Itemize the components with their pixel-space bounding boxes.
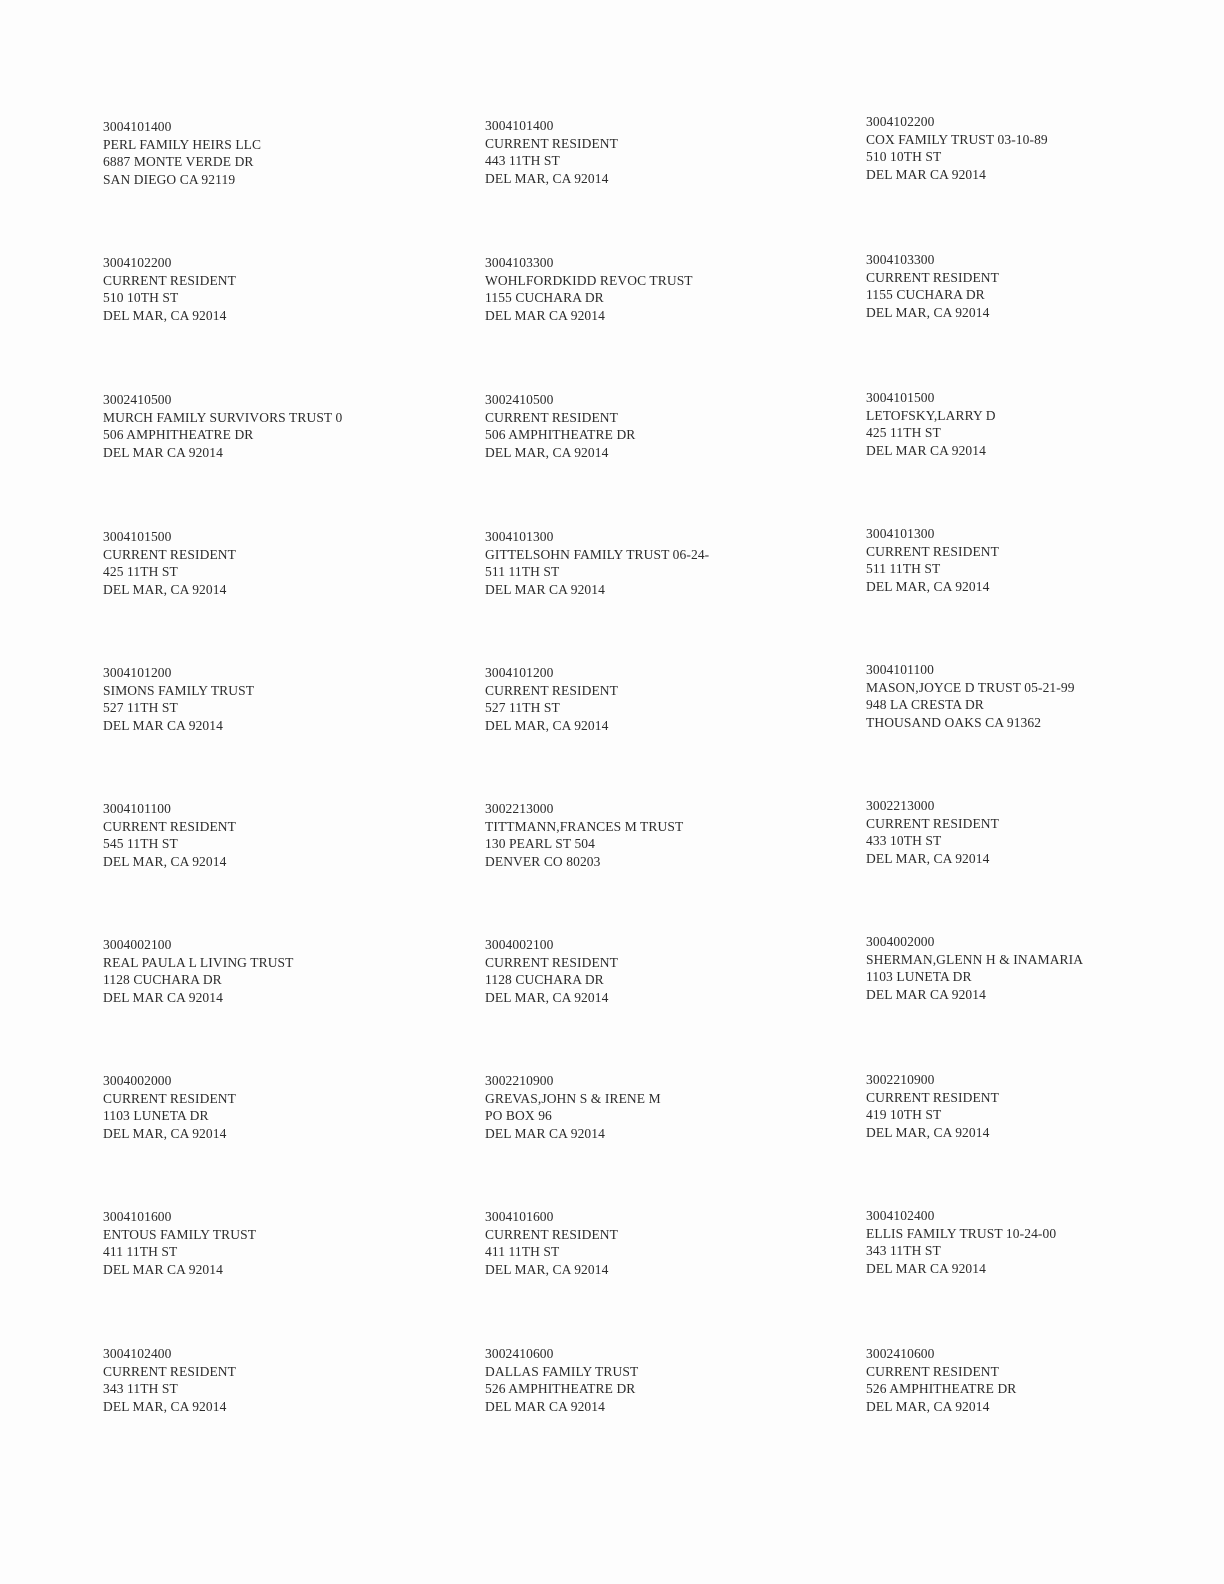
parcel-number: 3004101500: [103, 529, 172, 544]
address-label: [866, 1207, 1196, 1277]
owner-name: LETOFSKY,LARRY D: [866, 407, 996, 423]
owner-name: CURRENT RESIDENT: [866, 815, 999, 831]
parcel-number: 3004101400: [103, 119, 172, 134]
address-label: [103, 118, 433, 188]
address-label: [866, 389, 1196, 459]
owner-name: CURRENT RESIDENT: [485, 135, 618, 151]
city-state-zip: DEL MAR, CA 92014: [485, 170, 609, 186]
street-address: 511 11TH ST: [866, 561, 941, 576]
street-address: 425 11TH ST: [866, 425, 941, 440]
parcel-number: 3002410500: [485, 392, 554, 407]
address-label: [485, 117, 815, 187]
address-label: [866, 661, 1196, 731]
city-state-zip: DEL MAR CA 92014: [866, 986, 986, 1002]
parcel-number: 3004102200: [866, 114, 935, 129]
address-label: [103, 254, 433, 324]
city-state-zip: DEL MAR CA 92014: [103, 1261, 223, 1277]
city-state-zip: DEL MAR CA 92014: [866, 1260, 986, 1276]
address-label: [485, 1208, 815, 1278]
parcel-number: 3004101300: [485, 529, 554, 544]
address-label: [485, 254, 815, 324]
street-address: 1103 LUNETA DR: [866, 969, 972, 984]
address-label: [485, 800, 815, 870]
street-address: 1128 CUCHARA DR: [485, 972, 604, 987]
street-address: 343 11TH ST: [103, 1381, 178, 1396]
parcel-number: 3004101200: [103, 665, 172, 680]
owner-name: CURRENT RESIDENT: [866, 269, 999, 285]
street-address: 511 11TH ST: [485, 564, 560, 579]
parcel-number: 3004101100: [103, 801, 171, 816]
owner-name: CURRENT RESIDENT: [866, 1089, 999, 1105]
address-label: [103, 1072, 433, 1142]
city-state-zip: DEL MAR CA 92014: [485, 581, 605, 597]
address-label: [485, 1345, 815, 1415]
city-state-zip: DEL MAR, CA 92014: [866, 1124, 990, 1140]
city-state-zip: DEL MAR, CA 92014: [103, 853, 227, 869]
parcel-number: 3004102200: [103, 255, 172, 270]
parcel-number: 3004101100: [866, 662, 934, 677]
city-state-zip: DEL MAR, CA 92014: [103, 581, 227, 597]
street-address: 510 10TH ST: [866, 149, 942, 164]
city-state-zip: DEL MAR CA 92014: [103, 989, 223, 1005]
street-address: 527 11TH ST: [103, 700, 178, 715]
owner-name: WOHLFORDKIDD REVOC TRUST: [485, 272, 693, 288]
owner-name: PERL FAMILY HEIRS LLC: [103, 136, 262, 152]
parcel-number: 3004101300: [866, 526, 935, 541]
owner-name: SHERMAN,GLENN H & INAMARIA: [866, 951, 1084, 967]
city-state-zip: SAN DIEGO CA 92119: [103, 171, 236, 187]
parcel-number: 3004002100: [103, 937, 172, 952]
owner-name: CURRENT RESIDENT: [866, 1363, 999, 1379]
street-address: 526 AMPHITHEATRE DR: [485, 1381, 636, 1396]
address-label: [103, 528, 433, 598]
parcel-number: 3002213000: [485, 801, 554, 816]
address-label: [103, 1208, 433, 1278]
owner-name: COX FAMILY TRUST 03-10-89: [866, 131, 1048, 147]
owner-name: CURRENT RESIDENT: [485, 682, 618, 698]
parcel-number: 3004101200: [485, 665, 554, 680]
parcel-number: 3004002100: [485, 937, 554, 952]
address-label: [485, 1072, 815, 1142]
parcel-number: 3002213000: [866, 798, 935, 813]
address-label: [103, 391, 433, 461]
owner-name: DALLAS FAMILY TRUST: [485, 1363, 639, 1379]
address-label: [866, 797, 1196, 867]
street-address: 506 AMPHITHEATRE DR: [103, 427, 254, 442]
city-state-zip: DEL MAR, CA 92014: [866, 1398, 990, 1414]
address-label: [866, 113, 1196, 183]
owner-name: CURRENT RESIDENT: [485, 1226, 618, 1242]
street-address: 1103 LUNETA DR: [103, 1108, 209, 1123]
owner-name: CURRENT RESIDENT: [103, 1090, 236, 1106]
street-address: 1155 CUCHARA DR: [866, 287, 985, 302]
city-state-zip: DEL MAR CA 92014: [485, 1125, 605, 1141]
city-state-zip: DEL MAR, CA 92014: [485, 1261, 609, 1277]
street-address: 526 AMPHITHEATRE DR: [866, 1381, 1017, 1396]
street-address: 948 LA CRESTA DR: [866, 697, 984, 712]
owner-name: CURRENT RESIDENT: [103, 818, 236, 834]
parcel-number: 3004102400: [866, 1208, 935, 1223]
city-state-zip: DEL MAR CA 92014: [485, 1398, 605, 1414]
parcel-number: 3002210900: [485, 1073, 554, 1088]
owner-name: CURRENT RESIDENT: [866, 543, 999, 559]
street-address: PO BOX 96: [485, 1108, 552, 1123]
street-address: 443 11TH ST: [485, 153, 560, 168]
address-label: [103, 936, 433, 1006]
city-state-zip: DEL MAR CA 92014: [866, 166, 986, 182]
parcel-number: 3004002000: [866, 934, 935, 949]
parcel-number: 3002210900: [866, 1072, 935, 1087]
city-state-zip: DENVER CO 80203: [485, 853, 601, 869]
address-label: [485, 664, 815, 734]
address-label: [866, 251, 1196, 321]
owner-name: CURRENT RESIDENT: [485, 409, 618, 425]
city-state-zip: DEL MAR, CA 92014: [485, 989, 609, 1005]
owner-name: ELLIS FAMILY TRUST 10-24-00: [866, 1225, 1057, 1241]
address-label: [485, 528, 815, 598]
street-address: 510 10TH ST: [103, 290, 179, 305]
parcel-number: 3002410500: [103, 392, 172, 407]
city-state-zip: DEL MAR CA 92014: [103, 444, 223, 460]
owner-name: CURRENT RESIDENT: [103, 1363, 236, 1379]
street-address: 506 AMPHITHEATRE DR: [485, 427, 636, 442]
owner-name: CURRENT RESIDENT: [103, 546, 236, 562]
address-label: [866, 933, 1196, 1003]
address-label: [866, 1345, 1196, 1415]
address-label: [866, 1071, 1196, 1141]
street-address: 1155 CUCHARA DR: [485, 290, 604, 305]
city-state-zip: DEL MAR, CA 92014: [866, 304, 990, 320]
owner-name: MASON,JOYCE D TRUST 05-21-99: [866, 679, 1075, 695]
parcel-number: 3004101600: [103, 1209, 172, 1224]
street-address: 425 11TH ST: [103, 564, 178, 579]
parcel-number: 3004101400: [485, 118, 554, 133]
city-state-zip: DEL MAR, CA 92014: [866, 578, 990, 594]
owner-name: SIMONS FAMILY TRUST: [103, 682, 255, 698]
address-label: [103, 664, 433, 734]
parcel-number: 3004002000: [103, 1073, 172, 1088]
street-address: 411 11TH ST: [485, 1244, 560, 1259]
address-label: [485, 936, 815, 1006]
city-state-zip: DEL MAR CA 92014: [103, 717, 223, 733]
street-address: 1128 CUCHARA DR: [103, 972, 222, 987]
parcel-number: 3004101600: [485, 1209, 554, 1224]
city-state-zip: DEL MAR CA 92014: [485, 307, 605, 323]
address-label: [485, 391, 815, 461]
owner-name: GREVAS,JOHN S & IRENE M: [485, 1090, 661, 1106]
owner-name: ENTOUS FAMILY TRUST: [103, 1226, 257, 1242]
address-label: [103, 1345, 433, 1415]
address-label: [866, 525, 1196, 595]
parcel-number: 3002410600: [866, 1346, 935, 1361]
street-address: 433 10TH ST: [866, 833, 942, 848]
owner-name: TITTMANN,FRANCES M TRUST: [485, 818, 684, 834]
city-state-zip: DEL MAR, CA 92014: [485, 444, 609, 460]
owner-name: CURRENT RESIDENT: [103, 272, 236, 288]
owner-name: GITTELSOHN FAMILY TRUST 06-24-: [485, 546, 710, 562]
city-state-zip: DEL MAR, CA 92014: [485, 717, 609, 733]
city-state-zip: DEL MAR, CA 92014: [866, 850, 990, 866]
city-state-zip: DEL MAR CA 92014: [866, 442, 986, 458]
street-address: 343 11TH ST: [866, 1243, 941, 1258]
street-address: 419 10TH ST: [866, 1107, 942, 1122]
city-state-zip: DEL MAR, CA 92014: [103, 1125, 227, 1141]
city-state-zip: THOUSAND OAKS CA 91362: [866, 714, 1042, 730]
owner-name: REAL PAULA L LIVING TRUST: [103, 954, 294, 970]
owner-name: MURCH FAMILY SURVIVORS TRUST 0: [103, 409, 343, 425]
street-address: 6887 MONTE VERDE DR: [103, 154, 254, 169]
address-label: [103, 800, 433, 870]
parcel-number: 3004103300: [485, 255, 554, 270]
city-state-zip: DEL MAR, CA 92014: [103, 307, 227, 323]
parcel-number: 3004103300: [866, 252, 935, 267]
street-address: 545 11TH ST: [103, 836, 178, 851]
street-address: 130 PEARL ST 504: [485, 836, 595, 851]
street-address: 411 11TH ST: [103, 1244, 178, 1259]
street-address: 527 11TH ST: [485, 700, 560, 715]
parcel-number: 3002410600: [485, 1346, 554, 1361]
city-state-zip: DEL MAR, CA 92014: [103, 1398, 227, 1414]
owner-name: CURRENT RESIDENT: [485, 954, 618, 970]
parcel-number: 3004102400: [103, 1346, 172, 1361]
parcel-number: 3004101500: [866, 390, 935, 405]
